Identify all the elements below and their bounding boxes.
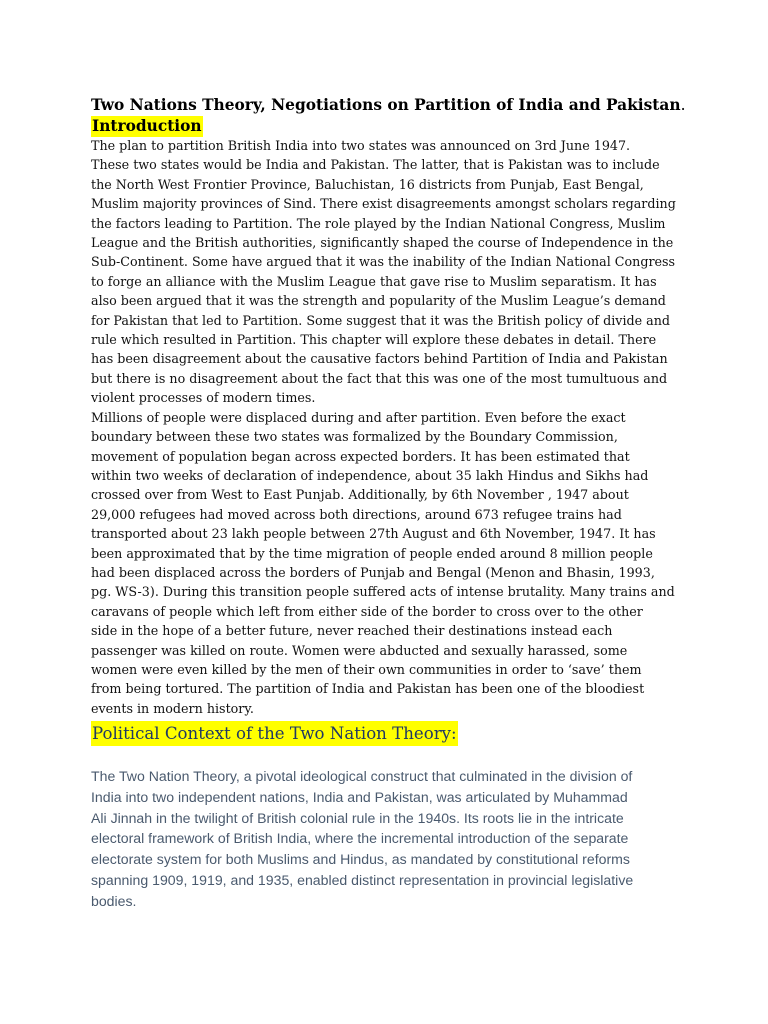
document-title-period: . xyxy=(680,96,686,114)
text-line: rule which resulted in Partition. This chapter will explore these debates in detail. There xyxy=(91,332,657,348)
text-line: crossed over from West to East Punjab. Additionally, by 6th November , 1947 about xyxy=(91,487,629,503)
text-line: electoral framework of British India, where the incremental introduction of the separate xyxy=(91,830,629,847)
text-line: Sub-Continent. Some have argued that it was the inability of the Indian National Congress xyxy=(91,254,676,270)
political-context-heading: Political Context of the Two Nation Theory: xyxy=(91,721,458,746)
document-title-text: Two Nations Theory, Negotiations on Partition of India and Pakistan xyxy=(91,96,681,114)
political-context-body xyxy=(91,766,691,912)
text-line: for Pakistan that led to Partition. Some suggest that it was the British policy of divide and xyxy=(91,312,671,328)
text-line: caravans of people which left from either side of the border to cross over to the other xyxy=(91,603,643,619)
text-line: events in modern history. xyxy=(91,700,254,716)
text-line: but there is no disagreement about the fact that this was one of the most tumultuous and xyxy=(91,370,668,386)
text-line: side in the hope of a better future, never reached their destinations instead each xyxy=(91,623,613,639)
text-line: has been disagreement about the causative factors behind Partition of India and Pakistan xyxy=(91,351,668,367)
paragraph-partition-plan xyxy=(91,136,691,408)
text-line: These two states would be India and Pakistan. The latter, that is Pakistan was to include xyxy=(91,157,660,173)
text-line: women were even killed by the men of their own communities in order to ‘save’ them xyxy=(91,661,642,677)
text-line: spanning 1909, 1919, and 1935, enabled distinct representation in provincial legislative xyxy=(91,871,634,888)
text-line: Millions of people were displaced during and after partition. Even before the exact xyxy=(91,409,626,425)
text-line: transported about 23 lakh people between 27th August and 6th November, 1947. It has xyxy=(91,526,656,542)
text-line: boundary between these two states was formalized by the Boundary Commission, xyxy=(91,429,618,445)
text-line: bodies. xyxy=(91,892,137,909)
text-line: The Two Nation Theory, a pivotal ideological construct that culminated in the division of xyxy=(91,768,633,784)
document-title xyxy=(91,95,731,115)
text-line: Muslim majority provinces of Sind. There exist disagreements amongst scholars regarding xyxy=(91,196,676,212)
text-line: League and the British authorities, significantly shaped the course of Independence in the xyxy=(91,235,674,251)
text-line: had been displaced across the borders of Punjab and Bengal (Menon and Bhasin, 1993, xyxy=(91,564,655,580)
text-line: to forge an alliance with the Muslim League that gave rise to Muslim separatism. It has xyxy=(91,273,657,289)
text-line: the North West Frontier Province, Baluchistan, 16 districts from Punjab, East Bengal, xyxy=(91,176,644,192)
text-line: also been argued that it was the strength and popularity of the Muslim League’s demand xyxy=(91,293,666,309)
text-line: electorate system for both Muslims and Hindus, as mandated by constitutional reforms xyxy=(91,851,630,868)
paragraph-displacement xyxy=(91,408,691,719)
text-line: Ali Jinnah in the twilight of British colonial rule in the 1940s. Its roots lie in the intricate xyxy=(91,809,624,826)
text-line: the factors leading to Partition. The role played by the Indian National Congress, Muslim xyxy=(91,215,666,231)
text-line: pg. WS-3). During this transition people suffered acts of intense brutality. Many trains and xyxy=(91,584,675,600)
introduction-body xyxy=(91,136,691,718)
text-line: from being tortured. The partition of India and Pakistan has been one of the bloodiest xyxy=(91,681,645,697)
text-line: passenger was killed on route. Women were abducted and sexually harassed, some xyxy=(91,642,628,658)
text-line: within two weeks of declaration of independence, about 35 lakh Hindus and Sikhs had xyxy=(91,467,649,483)
text-line: been approximated that by the time migration of people ended around 8 million people xyxy=(91,545,653,561)
text-line: The plan to partition British India into two states was announced on 3rd June 1947. xyxy=(91,138,631,153)
text-line: movement of population began across expected borders. It has been estimated that xyxy=(91,448,630,464)
text-line: India into two independent nations, India and Pakistan, was articulated by Muhammad xyxy=(91,788,628,805)
text-line: 29,000 refugees had moved across both directions, around 673 refugee trains had xyxy=(91,506,622,522)
text-line: violent processes of modern times. xyxy=(91,390,316,406)
introduction-heading: Introduction xyxy=(92,117,202,135)
